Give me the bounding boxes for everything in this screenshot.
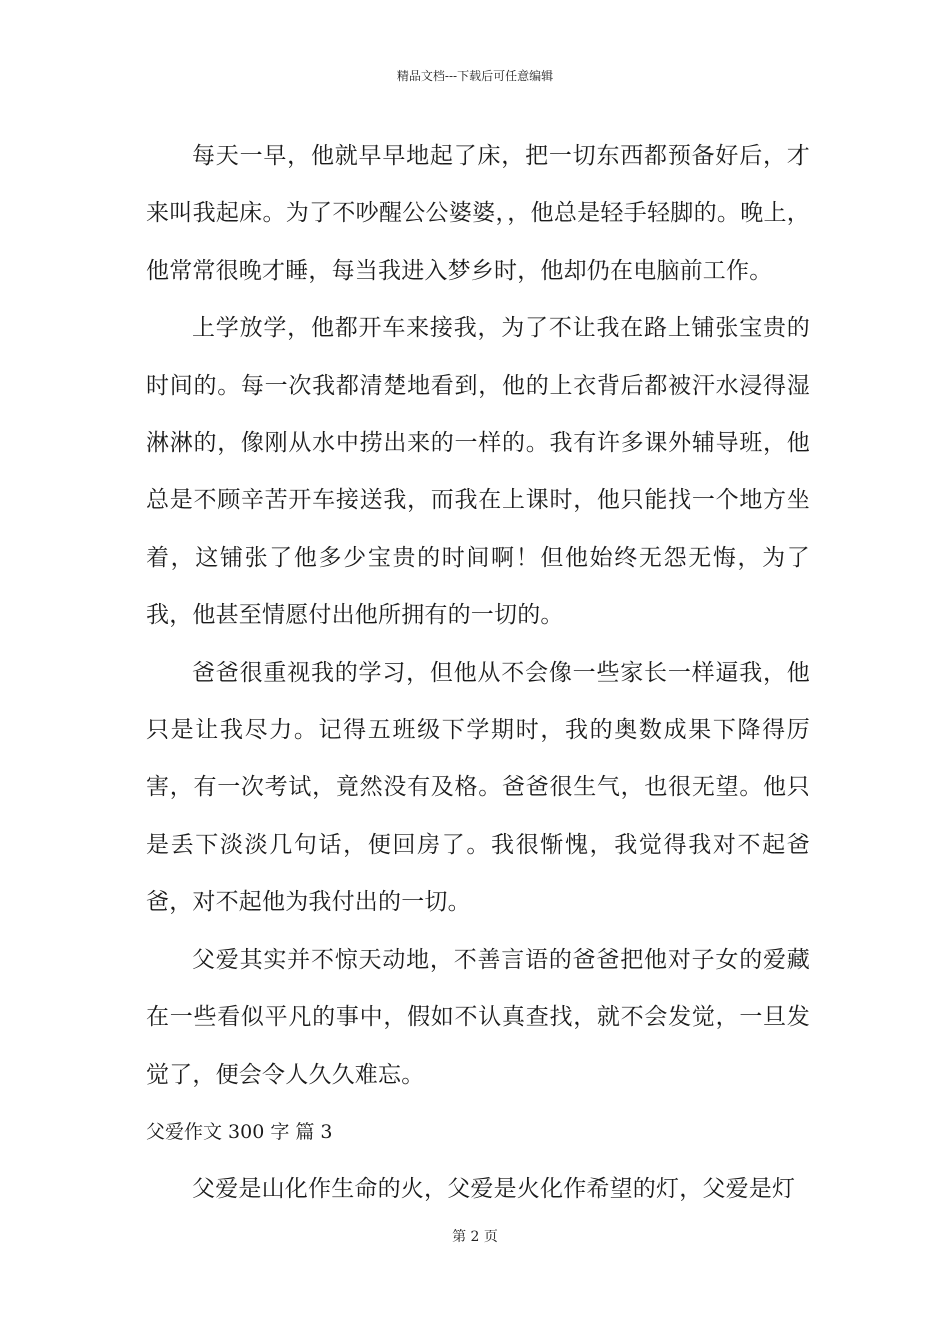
paragraph: 上学放学，他都开车来接我，为了不让我在路上铺张宝贵的时间的。每一次我都清楚地看到，他的上衣背后都被汗水浸得湿淋淋的，像刚从水中捞出来的一样的。我有许多课外辅导班，他总是不顾辛苦开车接送我，而我在上课时，他只能找一个地方坐着，这铺张了他多少宝贵的时间啊！但他始终无怨无悔，为了我，他甚至情愿付出他所拥有的一切的。 [146, 315, 810, 629]
page-header: 精品文档---下载后可任意编辑 [396, 69, 554, 83]
paragraph: 爸爸很重视我的学习，但他从不会像一些家长一样逼我，他只是让我尽力。记得五班级下学期时，我的奥数成果下降得厉害，有一次考试，竟然没有及格。爸爸很生气，也很无望。他只是丢下淡淡几句话，便回房了。我很惭愧，我觉得我对不起爸爸，对不起他为我付出的一切。 [146, 659, 810, 916]
paragraph: 每天一早，他就早早地起了床，把一切东西都预备好后，才来叫我起床。为了不吵醒公公婆婆，，他总是轻手轻脚的。晚上，他常常很晚才睡，每当我进入梦乡时，他却仍在电脑前工作。 [146, 143, 810, 284]
document-body [146, 128, 810, 1219]
paragraph: 父爱其实并不惊天动地，不善言语的爸爸把他对子女的爱藏在一些看似平凡的事中，假如不认真查找，就不会发觉，一旦发觉了，便会令人久久难忘。 [146, 946, 810, 1088]
section-heading: 父爱作文 300 字 篇 3 [146, 1120, 333, 1143]
paragraph: 父爱是山化作生命的火，父爱是火化作希望的灯，父爱是灯 [192, 1176, 796, 1203]
page-number: 第 2 页 [452, 1229, 498, 1245]
